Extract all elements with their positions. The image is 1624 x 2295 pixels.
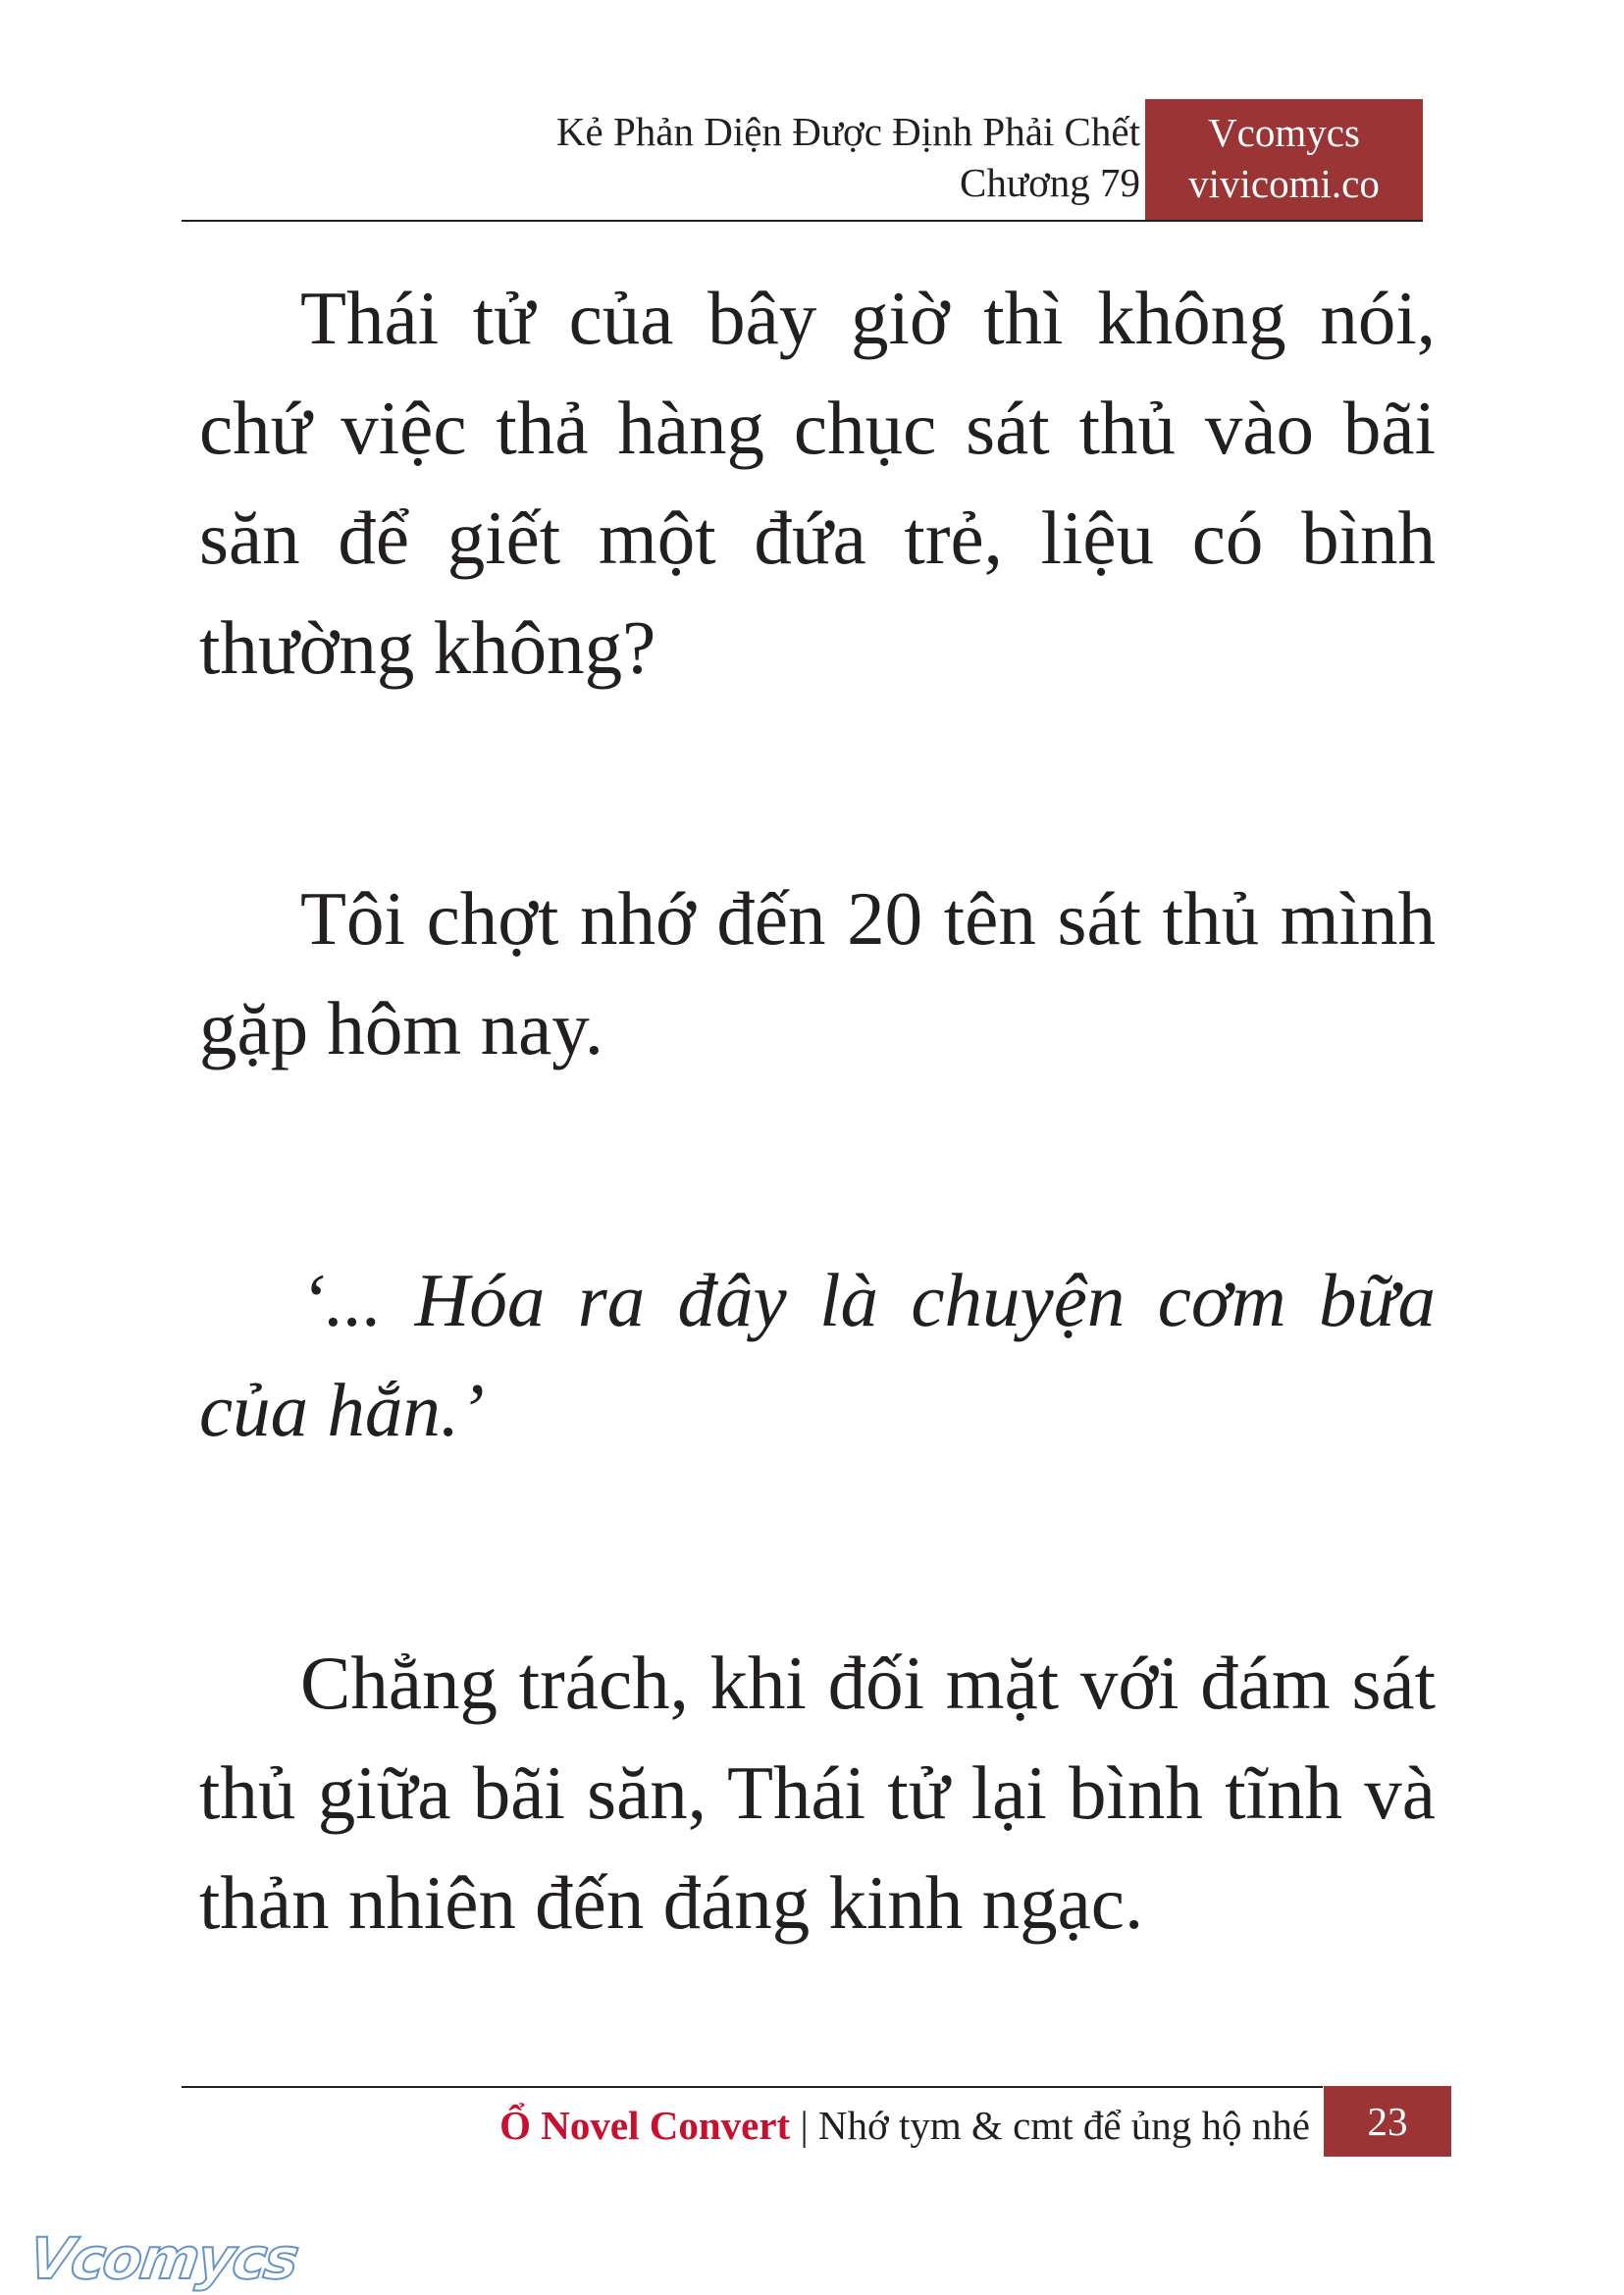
book-title: Kẻ Phản Diện Được Định Phải Chết [555,109,1140,154]
footer-note [499,2100,1310,2151]
chapter-label: Chương 79 [960,160,1140,205]
header-divider [182,220,1423,222]
site-url: vivicomi.co [1188,161,1380,206]
paragraph-1: Thái tử của bây giờ thì không nói, chứ việc thả hàng chục sát thủ vào bãi săn để giết một đứa trẻ, liệu có bình thường không? [199,276,1436,690]
running-header [556,106,1140,208]
paragraph-4: Chẳng trách, khi đối mặt với đám sát thủ giữa bãi săn, Thái tử lại bình tĩnh và thản nhiên đến đáng kinh ngạc. [199,1641,1436,1945]
footer-separator: | [790,2103,818,2148]
watermark-logo: Vcomycs [25,2225,302,2292]
site-badge [1145,99,1423,220]
page-content [199,263,1436,1957]
footer-brand: Ổ Novel Convert [499,2103,791,2148]
page-number: 23 [1324,2086,1451,2157]
paragraph-2: Tôi chợt nhớ đến 20 tên sát thủ mình gặp hôm nay. [199,876,1436,1070]
footer-divider [182,2086,1323,2088]
footer-message: Nhớ tym & cmt để ủng hộ nhé [817,2103,1310,2148]
site-name: Vcomycs [1208,110,1360,155]
paragraph-3-thought: ‘... Hóa ra đây là chuyện cơm bữa của hắn.’ [199,1258,1436,1452]
